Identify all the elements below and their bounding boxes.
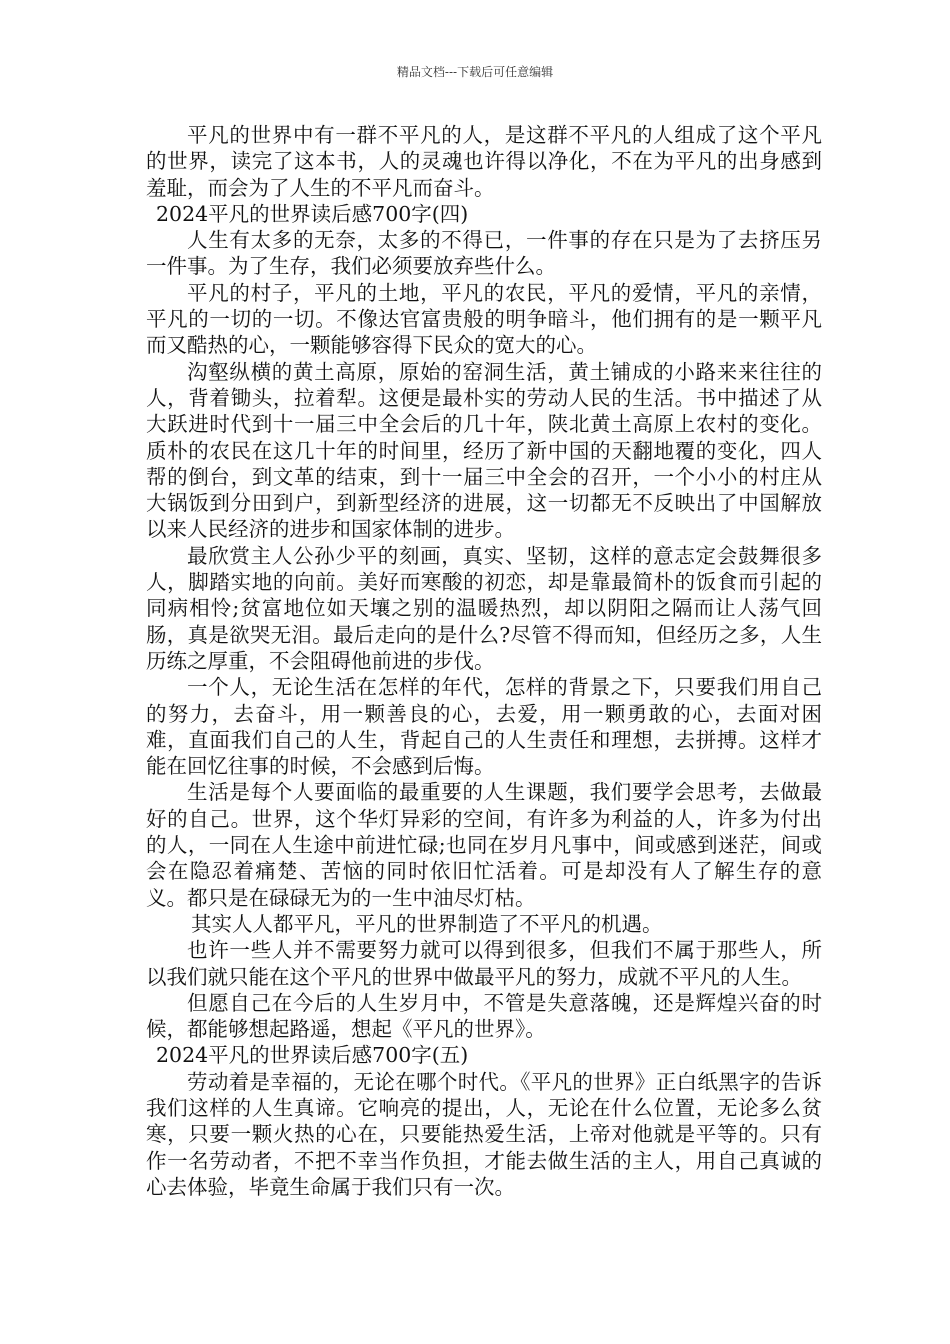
paragraph: 平凡的世界中有一群不平凡的人，是这群不平凡的人组成了这个平凡的世界，读完了这本书，人的灵魂也许得以净化，不在为平凡的出身感到羞耻，而会为了人生的不平凡而奋斗。 [146,123,822,200]
document-body [146,122,822,1200]
page-header: 精品文档---下载后可任意编辑 [396,65,554,79]
paragraph: 其实人人都平凡，平凡的世界制造了不平凡的机遇。 [191,911,663,936]
paragraph: 劳动着是幸福的，无论在哪个时代。《平凡的世界》正白纸黑字的告诉我们这样的人生真谛。它响亮的提出，人，无论在什么位置，无论多么贫寒，只要一颗火热的心在，只要能热爱生活，上帝对他就是平等的。只有作一名劳动者，不把不幸当作负担，才能去做生活的主人，用自己真诚的心去体验，毕竟生命属于我们只有一次。 [146,1069,822,1199]
paragraph: 一个人，无论生活在怎样的年代，怎样的背景之下，只要我们用自己的努力，去奋斗，用一颗善良的心，去爱，用一颗勇敢的心，去面对困难，直面我们自己的人生，背起自己的人生责任和理想，去拼搏。这样才能在回忆往事的时候，不会感到后悔。 [146,675,822,779]
paragraph: 也许一些人并不需要努力就可以得到很多，但我们不属于那些人，所以我们就只能在这个平凡的世界中做最平凡的努力，成就不平凡的人生。 [146,938,822,989]
paragraph: 生活是每个人要面临的最重要的人生课题，我们要学会思考，去做最好的自己。世界，这个华灯异彩的空间，有许多为利益的人，许多为付出的人，一同在人生途中前进忙碌;也同在岁月凡事中，间或感到迷茫，间或会在隐忍着痛楚、苦恼的同时依旧忙活着。可是却没有人了解生存的意义。都只是在碌碌无为的一生中油尽灯枯。 [146,780,822,910]
paragraph: 人生有太多的无奈，太多的不得已，一件事的存在只是为了去挤压另一件事。为了生存，我们必须要放弃些什么。 [146,228,822,279]
paragraph: 平凡的村子，平凡的土地，平凡的农民，平凡的爱情，平凡的亲情，平凡的一切的一切。不像达官富贵般的明争暗斗，他们拥有的是一颗平凡而又酷热的心，一颗能够容得下民众的宽大的心。 [146,280,822,358]
paragraph: 但愿自己在今后的人生岁月中，不管是失意落魄，还是辉煌兴奋的时候，都能够想起路遥，想起《平凡的世界》。 [146,990,822,1042]
section-heading: 2024平凡的世界读后感700字(四) [156,201,469,226]
paragraph: 最欣赏主人公孙少平的刻画，真实、坚韧，这样的意志定会鼓舞很多人，脚踏实地的向前。美好而寒酸的初恋，却是靠最简朴的饭食而引起的同病相怜;贫富地位如天壤之别的温暖热烈，却以阴阳之隔而让人荡气回肠，真是欲哭无泪。最后走向的是什么?尽管不得而知，但经历之多，人生历练之厚重，不会阻碍他前进的步伐。 [146,543,822,673]
paragraph: 沟壑纵横的黄土高原，原始的窑洞生活，黄土铺成的小路来来往往的人，背着锄头，拉着犁。这便是最朴实的劳动人民的生活。书中描述了从大跃进时代到十一届三中全会后的几十年，陕北黄土高原上农村的变化。质朴的农民在这几十年的时间里，经历了新中国的天翻地覆的变化，四人帮的倒台，到文革的结束，到十一届三中全会的召开，一个小小的村庄从大锅饭到分田到户，到新型经济的进展，这一切都无不反映出了中国解放以来人民经济的进步和国家体制的进步。 [146,359,822,542]
section-heading: 2024平凡的世界读后感700字(五) [156,1043,469,1068]
